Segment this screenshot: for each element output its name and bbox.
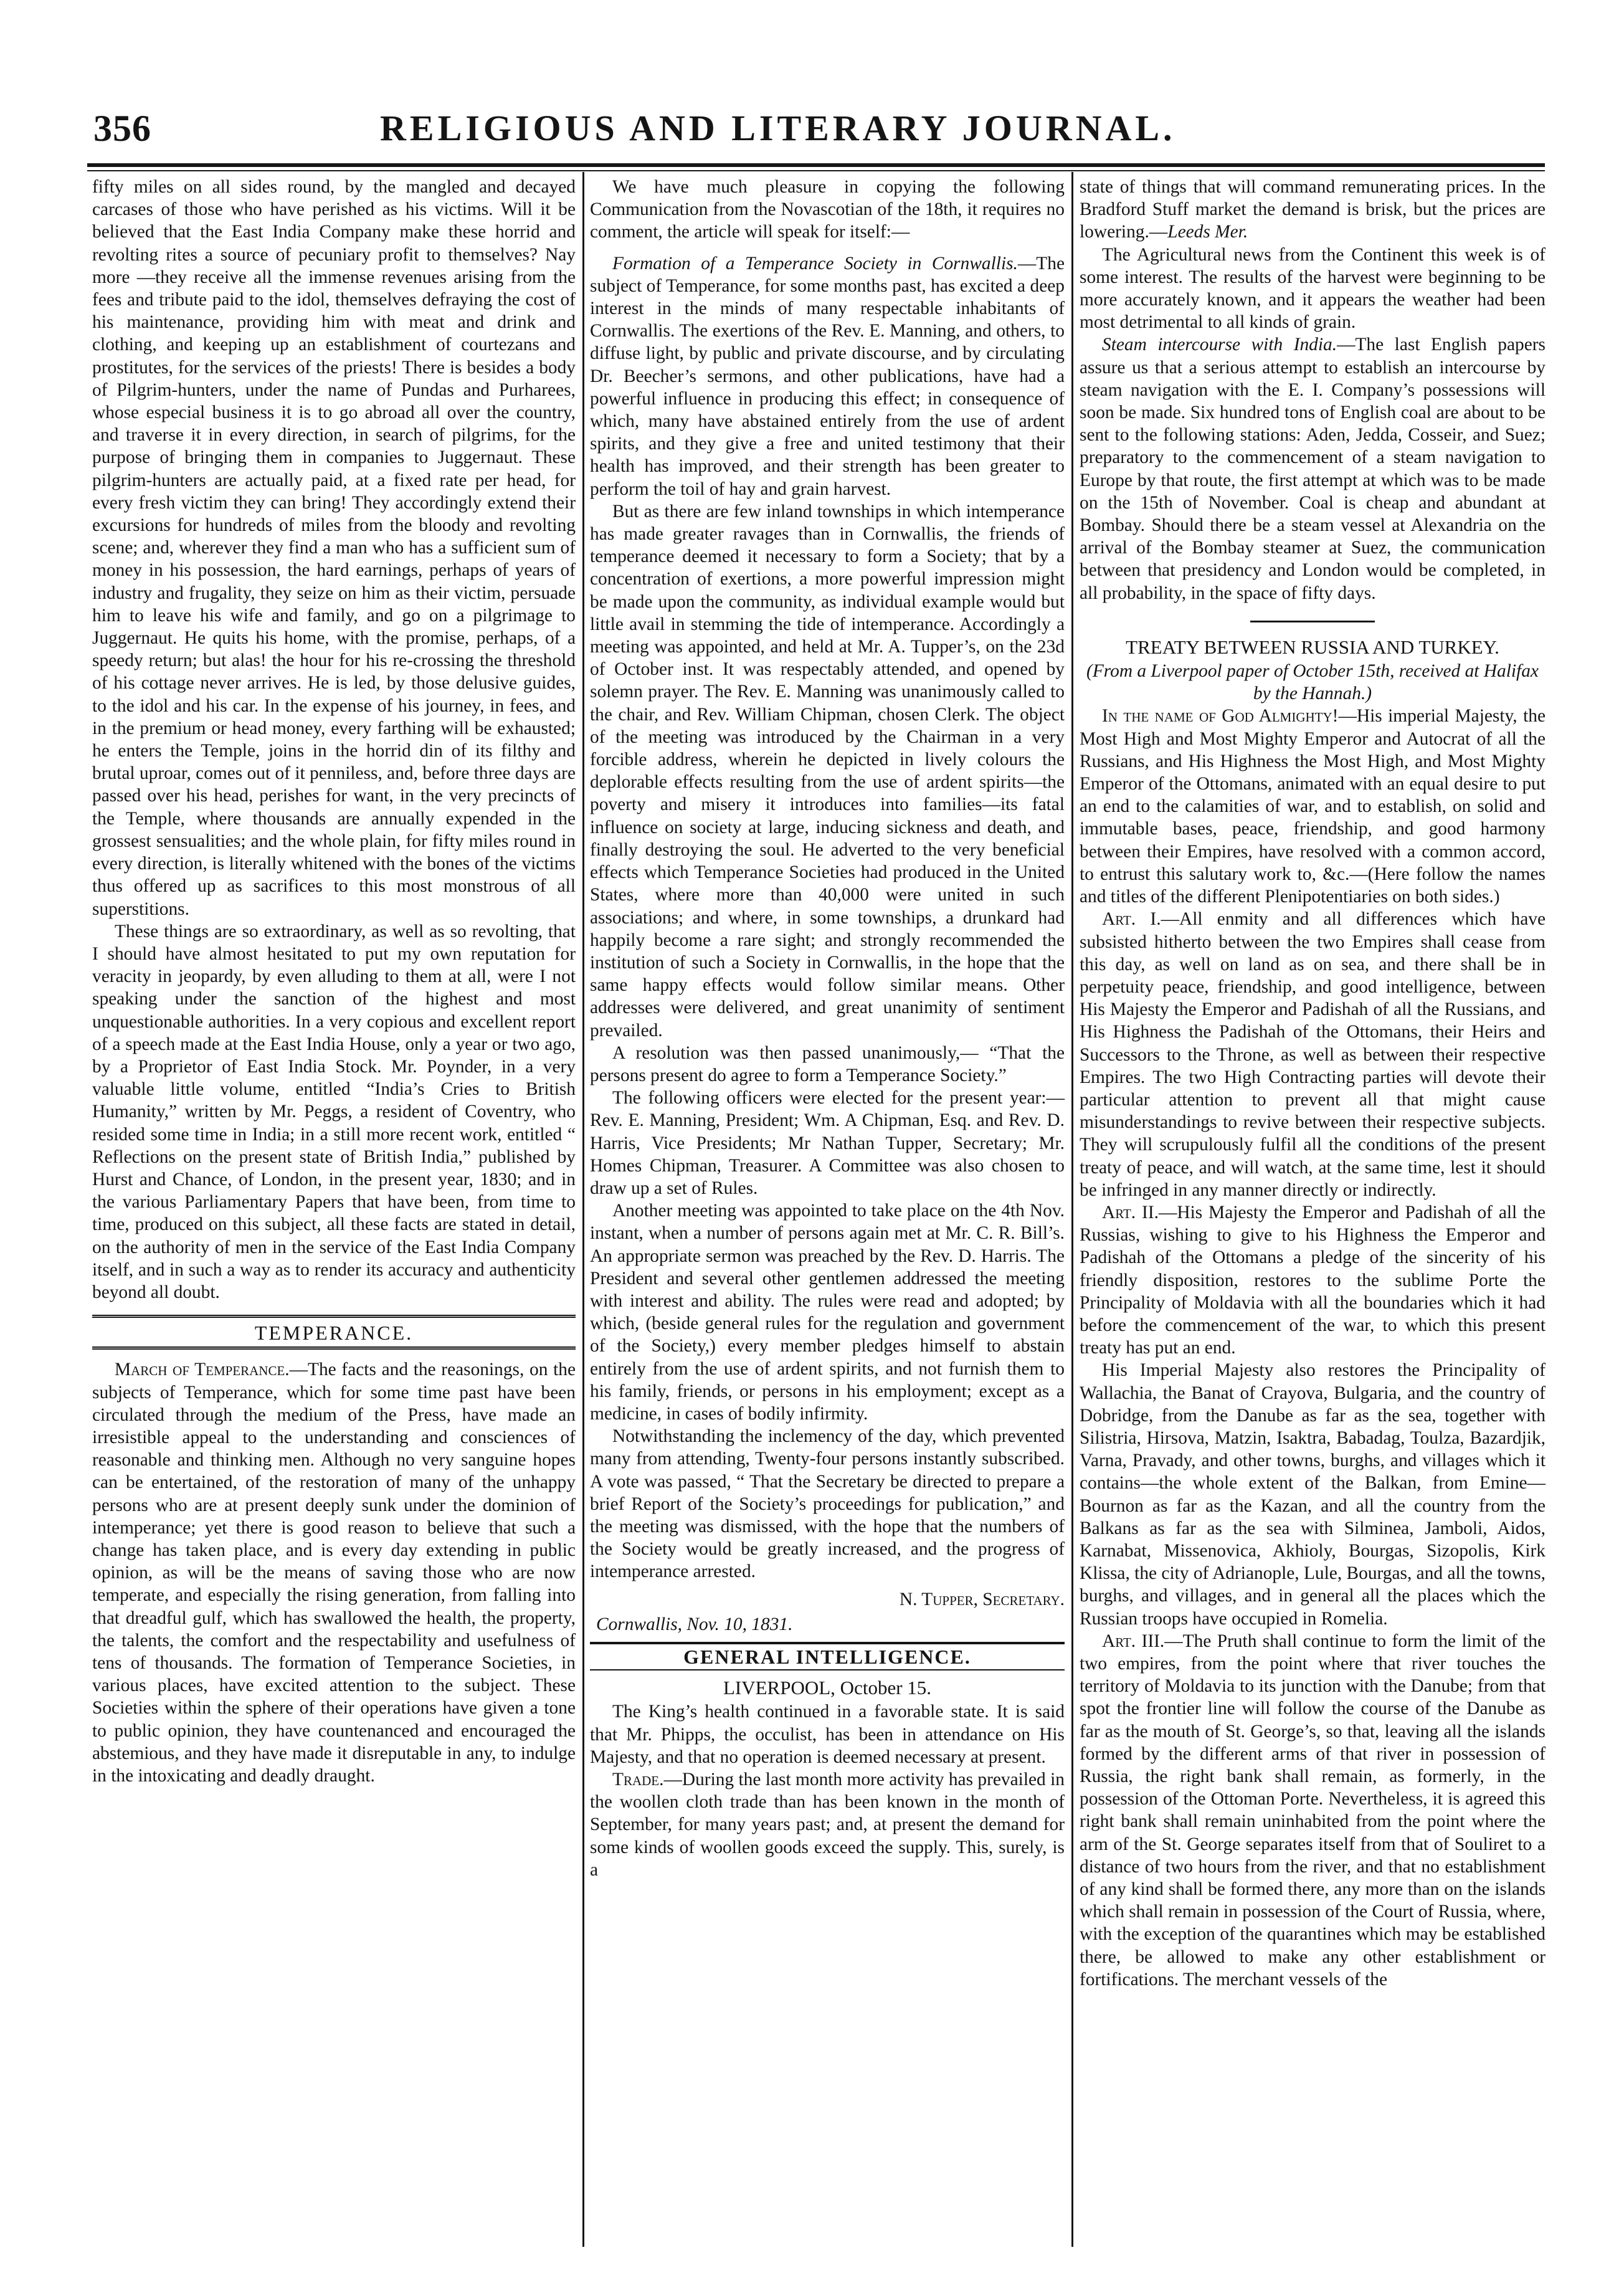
article-paragraph [1080, 176, 1546, 244]
signature: N. Tupper, Secretary. [899, 1589, 1065, 1609]
article-number: Art. I. [1102, 909, 1161, 930]
paragraph-text: —His imperial Majesty, the Most High and Most Mighty Emperor and Autocrat of all the Russians, and His Highness the Most High, and Most Mighty Emperor of the Ottomans, animated with an equal desire to put an end to the calamities of war, and to establish, on solid and immutable bases, peace, friendship, and good harmony between their Empires, have resolved with a common accord, to entrust this salutary work to, &c.—(Here follow the names and titles of the different Plenipotentiaries on both sides.) [1080, 706, 1546, 907]
paragraph-text: —The Pruth shall continue to form the limit of the two empires, from the point where that river touches the territory of Moldavia to its junction with the Danube; from that spot the frontier line will follow the course of the Danube as far as the mouth of St. George’s, so that, leaving all the islands formed by the different arms of that river in possession of Russia, the right bank shall remain, as formerly, in the possession of the Ottoman Porte. Nevertheless, it is agreed this right bank shall remain uninhabited from the point where the arm of the St. George separates itself from that of Souliret to a distance of two hours from the river, and that no establishment of any kind shall be formed there, any more than on the islands which shall remain in possession of the Court of Russia, where, with the exception of the quarantines which may be established there, be allowed to make any other establishment or fortifications. The merchant vessels of the [1080, 1631, 1546, 1990]
paragraph-text: —The last English papers assure us that a serious attempt to establish an intercourse by steam navigation with the E. I. Company’s possessions will soon be made. Six hundred tons of English coal are about to be sent to the following stations: Aden, Jedda, Cosseir, and Suez; preparatory to the commencement of a steam navigation to Europe by that route, the first attempt at which was to be made on the 15th of November. Coal is cheap and abundant at Bombay. Should there be a steam vessel at Alexandria on the arrival of the Bombay steamer at Suez, the communication between that presidency and London would be completed, in all probability, in the space of fifty days. [1080, 335, 1546, 603]
page-number: 356 [93, 108, 151, 149]
article-paragraph [1080, 1630, 1546, 1991]
journal-title: RELIGIOUS AND LITERARY JOURNAL. [380, 108, 1176, 148]
paragraph-lead: March of Temperance. [115, 1360, 290, 1380]
treaty-source-note: (From a Liverpool paper of October 15th, received at Halifax by the Hannah.) [1086, 661, 1539, 704]
article-paragraph [1080, 908, 1546, 1201]
article-paragraph: Notwithstanding the inclemency of the day, which prevented many from attending, Twenty-four persons instantly subscribed. A vote was passed, “ That the Secretary be directed to prepare a brief Report of the Society’s proceedings for publication,” and the meeting was dismissed, with the hope that the numbers of the Society would be greatly increased, and the progress of intemperance arrested. [590, 1426, 1065, 1582]
article-paragraph: The following officers were elected for the present year:—Rev. E. Manning, President; Wm. A Chipman, Esq. and Rev. D. Harris, Vice Presidents; Mr Nathan Tupper, Secretary; Mr. Homes Chipman, Treasurer. A Committee was also chosen to draw up a set of Rules. [590, 1088, 1065, 1198]
article-paragraph: We have much pleasure in copying the following Communication from the Novascotian of the 18th, it requires no comment, the article will speak for itself:— [590, 177, 1065, 242]
dateline: Cornwallis, Nov. 10, 1831. [596, 1614, 793, 1634]
paragraph-lead: Trade. [612, 1770, 664, 1790]
paragraph-lead: In the name of God Almighty! [1102, 706, 1339, 727]
column-divider [582, 172, 584, 2247]
paragraph-lead: Steam intercourse with India. [1102, 335, 1337, 355]
paragraph-text: —The facts and the reasonings, on the subjects of Temperance, which for some time past have been circulated through the medium of the Press, have made an irresistible appeal to the understanding and consciences of reasonable and thinking men. Although no very sanguine hopes can be entertained, of the restoration of many of the unhappy persons who are at present deeply sunk under the dominion of intemperance; yet there is good reason to believe that such a change has taken place, and is every day extending in public opinion, as will be the means of saving those who are now temperate, and especially the rising generation, from falling into that dreadful gulf, which has swallowed the health, the property, the talents, the comfort and the respectability and usefulness of tens of thousands. The formation of Temperance Societies, in various places, have excited attention to the subject. These Societies within the sphere of their operations have given a tone to public opinion, they have countenanced and encouraged the abstemious, and they have made it disreputable in any, to indulge in the intoxicating and deadly draught. [92, 1360, 576, 1786]
section-heading-general-intelligence: GENERAL INTELLIGENCE. [590, 1642, 1065, 1670]
article-paragraph: A resolution was then passed unanimously,— “That the persons present do agree to form a Temperance Society.” [590, 1042, 1065, 1085]
section-heading-temperance: TEMPERANCE. [254, 1322, 414, 1345]
article-paragraph: His Imperial Majesty also restores the Principality of Wallachia, the Banat of Crayova, Bulgaria, and the country of Dobridge, from the Danube as far as the sea, together with Silistria, Hirsova, Matzin, Isaktra, Babadag, Toulza, Bazardjik, Varna, Pravady, and other towns, burghs, and villages which it contains—the whole extent of the Balkan, from Emine—Bournon as far as the Kazan, and all the country from the Balkans as far as the sea with Silminea, Jamboli, Aidos, Karnabat, Missenovica, Akhioly, Bourgas, Sizopolis, Kirk Klissa, the city of Adrianople, Lule, Bourgas, and all the towns, burghs, and villages, and in general all the places which the Russian troops have occupied in Romelia. [1080, 1360, 1546, 1629]
article-title: Formation of a Temperance Society in Cornwallis. [612, 253, 1018, 274]
section-heading-box [92, 1315, 576, 1350]
subheading-liverpool: LIVERPOOL, October 15. [723, 1677, 932, 1699]
article-paragraph [590, 252, 1065, 500]
header-rule-thin [87, 170, 1545, 171]
header-rule-thick [87, 163, 1545, 167]
article-paragraph [92, 1358, 576, 1787]
paragraph-text: —The subject of Temperance, for some months past, has excited a deep interest in the minds of many respectable inhabitants of Cornwallis. The exertions of the Rev. E. Manning, and others, to diffuse light, by public and private discourse, and by circulating Dr. Beecher’s sermons, and other publications, have had a powerful influence in producing this effect; in consequence of which, many have abstained entirely from the use of ardent spirits, and they give a free and united testimony that their health has improved, and their strength has been greater to perform the toil of hay and grain harvest. [590, 253, 1065, 499]
article-paragraph [1080, 705, 1546, 908]
article-paragraph: These things are so extraordinary, as well as so revolting, that I should have almost hesitated to put my own reputation for veracity in jeopardy, by even alluding to them at all, were I not speaking under the sanction of the highest and most unquestionable authorities. In a very copious and excellent report of a speech made at the East India House, only a year or two ago, by a Proprietor of East India Stock. Mr. Poynder, in a very valuable little volume, entitled “India’s Cries to British Humanity,” written by Mr. Peggs, a resident of Coventry, who resided some time in India; in a still more recent work, entitled “ Reflections on the present state of British India,” published by Hurst and Chance, of London, in the present year, 1830; and in the various Parliamentary Papers that have been, from time to time, produced on this subject, all these facts are stated in detail, on the authority of men in the service of the East India Company itself, and in such a way as to render its accuracy and authenticity beyond all doubt. [92, 921, 576, 1302]
article-paragraph: The King’s health continued in a favorable state. It is said that Mr. Phipps, the occulist, has been in attendance on His Majesty, and that no operation is deemed necessary at present. [590, 1702, 1065, 1767]
column-left [92, 176, 576, 1787]
article-paragraph: But as there are few inland townships in which intemperance has made greater ravages than in Cornwallis, the friends of temperance deemed it necessary to form a Society; that by a concentration of exertions, a more powerful impression might be made upon the community, as individual example would but little avail in stemming the tide of intemperance. Accordingly a meeting was appointed, and held at Mr. A. Tupper’s, on the 23d of October inst. It was respectably attended, and opened by solemn prayer. The Rev. E. Manning was unanimously called to the chair, and Rev. William Chipman, chosen Clerk. The object of the meeting was introduced by the Chairman in a very forcible address, wherein he depicted in lively colours the deplorable effects resulting from the use of ardent spirits—the poverty and misery it introduces into families—its fatal influence on society at large, inducing sickness and death, and finally destroying the soul. He adverted to the very beneficial effects which Temperance Societies had produced in the United States, where more than 40,000 were united in such associations; and where, in some townships, a drunkard had happily become a rare sight; and strongly recommended the institution of such a Society in Cornwallis, in the hope that the same happy effects would follow similar means. Other addresses were delivered, and great unanimity of sentiment prevailed. [590, 501, 1065, 1041]
article-paragraph [1080, 333, 1546, 604]
article-paragraph [590, 1768, 1065, 1881]
article-paragraph: Another meeting was appointed to take place on the 4th Nov. instant, when a number of persons again met at Mr. C. R. Bill’s. An appropriate sermon was preached by the Rev. D. Harris. The President and several other gentlemen addressed the meeting with interest and ability. The rules were read and adopted; by which, (beside general rules for the regulation and government of the Society,) every member pledges himself to abstain entirely from the use of ardent spirits, and not furnish them to his family, friends, or persons in his employment; except as a medicine, in cases of bodily infirmity. [590, 1201, 1065, 1424]
section-divider [1250, 621, 1375, 622]
article-paragraph: fifty miles on all sides round, by the mangled and decayed carcases of those who have perished as his victims. Will it be believed that the East India Company make these horrid and revolting rites a source of pecuniary profit to themselves? Nay more —they receive all the immense revenues arising from the fees and tribute paid to the idol, themselves defraying the cost of his maintenance, providing him with meat and drink and clothing, and keeping up an establishment of courtezans and prostitutes, for the services of the priests! There is besides a body of Pilgrim-hunters, under the name of Pundas and Purharees, whose especial business it is to go abroad all over the country, and traverse it in every direction, in search of pilgrims, for the purpose of bringing them in companies to Juggernaut. These pilgrim-hunters are actually paid, at a fixed rate per head, for every fresh victim they can bring! They accordingly extend their excursions for hundreds of miles from the bloody and revolting scene; and, wherever they find a man who has a sufficient sum of money in his possession, the hard earnings, perhaps of years of industry and frugality, they seize on him as their victim, persuade him to leave his wife and family, and go on a pilgrimage to Juggernaut. He quits his home, with the promise, perhaps, of a speedy return; but alas! the hour for his re-crossing the threshold of his cottage never arrives. He is led, by those delusive guides, to the idol and his car. In the expense of his journey, in fees, and in the premium or head money, every farthing will be exhausted; he enters the Temple, joins in the horrid din of its filthy and brutal uproar, comes out of it penniless, and, before three days are passed over his head, perishes for want, in the very precincts of the Temple, where thousands are annually expended in the grossest sensualities; and the whole plain, for fifty miles round in every direction, is literally whitened with the bones of the victims thus offered up as sacrifices to this most monstrous of all superstitions. [92, 177, 576, 919]
paragraph-text: —His Majesty the Emperor and Padishah of all the Russias, wishing to give to his Highness the Emperor and Padishah of the Ottomans a pledge of the sincerity of his friendly disposition, restores to the sublime Porte the Principality of Moldavia with all the boundaries which it had before the commencement of the war, to which this present treaty has put an end. [1080, 1202, 1546, 1358]
source-citation: Leeds Mer. [1167, 222, 1248, 242]
column-right [1080, 176, 1546, 1991]
masthead [93, 107, 1545, 163]
article-paragraph: The Agricultural news from the Continent this week is of some interest. The results of the harvest were beginning to be more accurately known, and it appears the weather had been most detrimental to all kinds of grain. [1080, 244, 1546, 333]
paragraph-text: —All enmity and all differences which have subsisted hitherto between the two Empires shall cease from this day, as well on land as on sea, and there shall be in perpetuity peace, friendship, and good intelligence, between His Majesty the Emperor and Padishah of all the Russians, and His Highness the Padishah of the Ottomans, their Heirs and Successors to the Throne, as well as between their respective Empires. The two High Contracting parties will devote their particular attention to prevent all that might cause misunderstandings to revive between their respective subjects. They will scrupulously fulfil all the conditions of the present treaty of peace, and will watch, at the same time, lest it should be infringed in any manner directly or indirectly. [1080, 909, 1546, 1200]
section-heading-treaty: TREATY BETWEEN RUSSIA AND TURKEY. [1126, 636, 1499, 658]
column-divider [1071, 172, 1073, 2247]
article-paragraph [1080, 1201, 1546, 1359]
article-number: Art. III. [1102, 1631, 1165, 1651]
column-middle [590, 176, 1065, 1881]
paragraph-text: —During the last month more activity has prevailed in the woollen cloth trade than has been known in the month of September, for many years past; and, at present the demand for some kinds of woollen goods exceed the supply. This, surely, is a [590, 1770, 1065, 1880]
article-number: Art. II. [1102, 1202, 1159, 1222]
paragraph-text: state of things that will command remunerating prices. In the Bradford Stuff market the demand is brisk, but the prices are lowering.— [1080, 177, 1546, 242]
